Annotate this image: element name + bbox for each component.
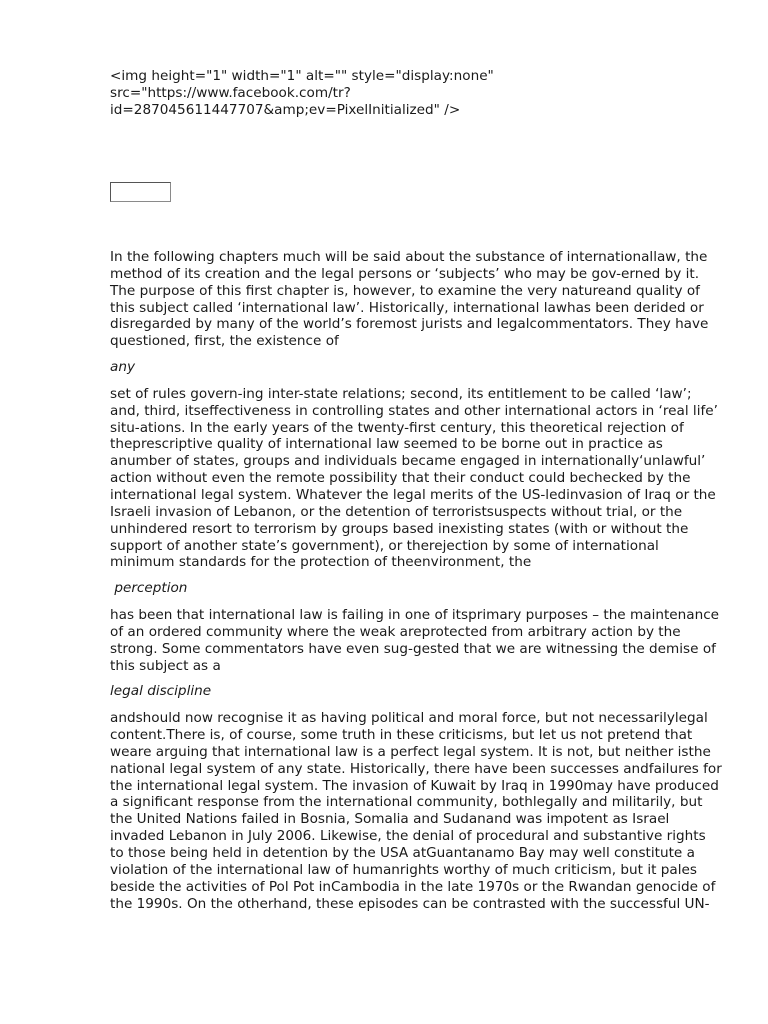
empty-text-field[interactable] [110,182,171,202]
paragraph-4: andshould now recognise it as having political and moral force, but not necessarilylegal content.There is, of course, some truth in these criticisms, but let us not pretend that weare arguing that international law is a perfect legal system. It is not, but neither isthe national legal system of any state. Historically, there have been successes andfailures for the international legal system. The invasion of Kuwait by Iraq in 1990may have produced a significant response from the international community, bothlegally and militarily, but the United Nations failed in Bosnia, Somalia and Sudanand was impotent as Israel invaded Lebanon in July 2006. Likewise, the denial of procedural and substantive rights to those being held in detention by the USA atGuantanamo Bay may well constitute a violation of the international law of humanrights worthy of much criticism, but it pales beside the activities of Pol Pot inCambodia in the late 1970s or the Rwandan genocide of the 1990s. On the otherhand, these episodes can be contrasted with the successful UN- [110,710,722,912]
paragraph-2: set of rules govern-ing inter-state relations; second, its entitlement to be called ‘law’; and, third, itseffectiveness in controlling states and other international actors in ‘real life’ situ-ations. In the early years of the twenty-first century, this theoretical rejection of theprescriptive quality of international law seemed to be borne out in practice as anumber of states, groups and individuals became engaged in internationally‘unlawful’ action without even the remote possibility that their conduct could bechecked by the international legal system. Whatever the legal merits of the US-ledinvasion of Iraq or the Israeli invasion of Lebanon, or the detention of terroristsuspects without trial, or the unhindered resort to terrorism by groups based inexisting states (with or without the support of another state’s government), or therejection by some of international minimum standards for the protection of theenvironment, the [110,385,718,571]
code-line-3: id=287045611447707&amp;ev=PixelInitialized" /> [110,101,461,118]
emphasis-perception: perception [110,580,188,597]
code-line-1: <img height="1" width="1" alt="" style="display:none" [110,68,494,84]
code-line-2: src="https://www.facebook.com/tr? [110,84,351,101]
emphasis-any: any [110,359,135,376]
paragraph-3: has been that international law is failing in one of itsprimary purposes – the maintenance of an ordered community where the weak areprotected from arbitrary action by the strong. Some commentators have even sug-gested that we are witnessing the demise of this subject as a [110,607,720,674]
document-body [110,249,722,912]
embedded-code-snippet [110,68,722,118]
emphasis-legal-discipline: legal discipline [110,683,212,700]
paragraph-1: In the following chapters much will be said about the substance of internationallaw, the method of its creation and the legal persons or ‘subjects’ who may be gov-erned by it. The purpose of this first chapter is, however, to examine the very natureand quality of this subject called ‘international law’. Historically, international lawhas been derided or disregarded by many of the world’s foremost jurists and legalcommentators. They have questioned, first, the existence of [110,249,709,350]
